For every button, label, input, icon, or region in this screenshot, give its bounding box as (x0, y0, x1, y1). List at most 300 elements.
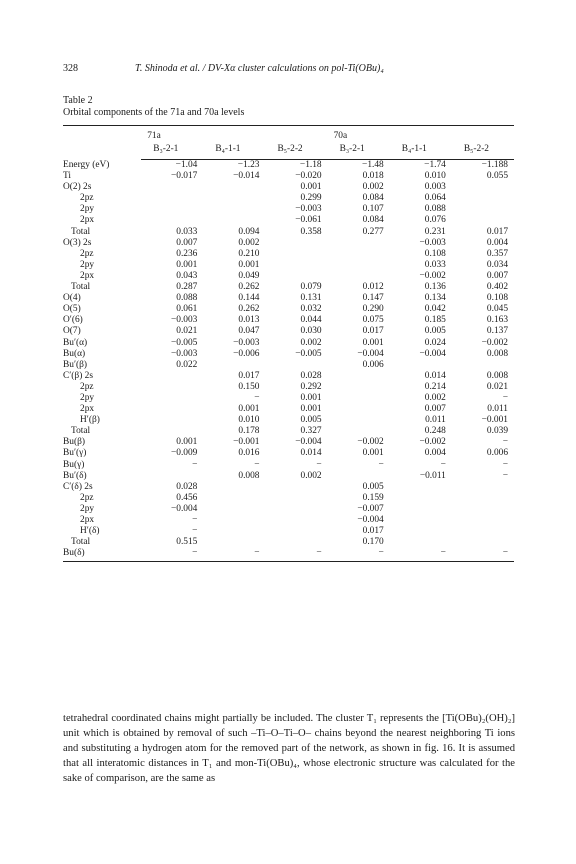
table-cell (203, 504, 265, 515)
table-cell: 0.005 (424, 326, 446, 337)
table-row (63, 349, 514, 360)
table-cell: − (254, 548, 260, 559)
row-label: C′(β) 2s (63, 370, 93, 381)
table-cell: 0.357 (486, 248, 508, 259)
table-cell (390, 537, 452, 548)
row-label: 2py (80, 503, 95, 514)
table-cell (203, 537, 265, 548)
table-cell (265, 537, 327, 548)
table-cell: − (440, 548, 446, 559)
table-cell: 0.150 (238, 381, 260, 392)
table-cell: 0.042 (424, 304, 446, 315)
table-cell: 0.014 (424, 370, 446, 381)
row-label: Total (71, 282, 91, 293)
table-cell: 0.178 (238, 426, 260, 437)
table-cell: 0.001 (300, 392, 322, 403)
row-label: 2py (80, 259, 95, 270)
group-70a: 70a (333, 131, 348, 142)
table-cell: 0.049 (238, 270, 260, 281)
orbital-table (63, 130, 514, 559)
table-cell: 0.002 (424, 392, 446, 403)
table-cell: − (502, 392, 508, 403)
table-cell (203, 204, 265, 215)
row-label: C′(δ) 2s (63, 481, 93, 492)
table-row (63, 360, 514, 371)
table-cell: 0.456 (176, 492, 198, 503)
table-cell (141, 204, 203, 215)
table-cell: 0.137 (486, 326, 508, 337)
table-cell (203, 515, 265, 526)
table-row (63, 204, 514, 215)
column-header: B₃-2-1 (328, 144, 390, 160)
table-cell: 0.248 (424, 426, 446, 437)
table-title: Orbital components of the 71a and 70a levels (63, 107, 245, 118)
table-cell: 0.163 (486, 315, 508, 326)
row-label: H′(δ) (80, 526, 100, 537)
table-cell: −1.188 (481, 160, 508, 170)
table-row (63, 548, 514, 559)
table-cell: 0.008 (238, 470, 260, 481)
row-label: Bu(β) (63, 437, 85, 448)
table-cell: 0.017 (362, 326, 384, 337)
row-label: O(7) (63, 326, 81, 337)
body-paragraph: tetrahedral coordinated chains might partially be included. The cluster T₁ represents the [Ti(OBu)₂(OH)₂] unit which is obtained by removal of such –Ti–O–Ti–O– chains beyond the nearest neighboring Ti ions and substituting a hydrogen atom for the removed part of the network, as shown in fig. 16. It is assumed that all interatomic distances in T₁ and mon-Ti(OBu)₄, whose electronic structure was calculated for the sake of comparison, are the same as (63, 713, 515, 784)
row-label: O(4) (63, 293, 81, 304)
table-cell (328, 249, 390, 260)
table-cell: 0.010 (238, 415, 260, 426)
table-cell: 0.004 (486, 237, 508, 248)
column-header: B₃-2-1 (141, 144, 203, 160)
table-cell (452, 482, 514, 493)
column-header: B₅-2-2 (452, 144, 514, 160)
page-number: 328 (63, 63, 78, 74)
table-cell: − (254, 459, 260, 470)
table-cell: 0.007 (424, 404, 446, 415)
table-cell: 0.214 (424, 381, 446, 392)
table-cell: 0.001 (176, 437, 198, 448)
table-cell: 0.262 (238, 304, 260, 315)
column-header: B₅-2-2 (265, 144, 327, 160)
table-cell: 0.012 (362, 282, 384, 293)
column-header: B₄-1-1 (203, 144, 265, 160)
table-cell (141, 182, 203, 193)
table-cell (390, 526, 452, 537)
table-cell (452, 204, 514, 215)
table-row (63, 293, 514, 304)
table-cell: 0.088 (424, 204, 446, 215)
table-cell: −0.007 (357, 503, 384, 514)
table-cell: − (502, 548, 508, 559)
table-cell (265, 493, 327, 504)
table-cell: 0.084 (362, 193, 384, 204)
table-cell: 0.022 (176, 359, 198, 370)
table-cell (390, 482, 452, 493)
table-body (63, 160, 514, 560)
table-cell (265, 260, 327, 271)
table-cell: 0.002 (238, 237, 260, 248)
table-cell (203, 182, 265, 193)
table-cell (328, 382, 390, 393)
table-cell: 0.032 (300, 304, 322, 315)
table-cell: 0.134 (424, 293, 446, 304)
table-cell (328, 426, 390, 437)
table-cell: − (254, 392, 260, 403)
table-cell: 0.013 (238, 315, 260, 326)
table-cell: −0.002 (357, 437, 384, 448)
table-row (63, 393, 514, 404)
table-cell: 0.002 (300, 337, 322, 348)
table-cell (328, 404, 390, 415)
table-cell: 0.016 (238, 448, 260, 459)
table-cell (390, 504, 452, 515)
table-cell: 0.136 (424, 282, 446, 293)
table-cell: 0.001 (300, 404, 322, 415)
table-cell: 0.008 (486, 348, 508, 359)
row-label: Bu(δ) (63, 548, 85, 559)
table-cell (203, 493, 265, 504)
stub-header (63, 130, 141, 144)
table-cell: 0.170 (362, 537, 384, 548)
table-cell (141, 215, 203, 226)
column-header: B₄-1-1 (390, 144, 452, 160)
table-cell: 0.001 (176, 259, 198, 270)
table-cell: 0.043 (176, 270, 198, 281)
table-cell: 0.007 (176, 237, 198, 248)
table-cell (265, 482, 327, 493)
table-cell: −1.04 (175, 160, 198, 170)
table-cell: 0.001 (362, 448, 384, 459)
table-cell: 0.064 (424, 193, 446, 204)
table-cell (328, 260, 390, 271)
table-cell: 0.108 (486, 293, 508, 304)
table-cell: − (192, 548, 198, 559)
table-cell: 0.262 (238, 282, 260, 293)
table-cell: 0.002 (300, 470, 322, 481)
table-cell (203, 360, 265, 371)
table-cell: 0.094 (238, 226, 260, 237)
table-cell: 0.210 (238, 248, 260, 259)
table-cell (141, 193, 203, 204)
row-label: Bu′(β) (63, 359, 88, 370)
table-cell (203, 482, 265, 493)
table-cell (203, 193, 265, 204)
table-cell: 0.017 (486, 226, 508, 237)
row-label: 2px (80, 270, 95, 281)
column-header-row (63, 144, 514, 160)
table-cell (452, 193, 514, 204)
table-cell (328, 415, 390, 426)
row-label: 2px (80, 404, 95, 415)
table-cell: −1.48 (362, 160, 384, 170)
table-cell: 0.131 (300, 293, 322, 304)
table-cell (328, 393, 390, 404)
table-bottom-rule (63, 561, 514, 562)
table-cell: − (440, 459, 446, 470)
table-row (63, 437, 514, 448)
table-cell: −0.001 (233, 437, 260, 448)
table-cell: 0.017 (362, 526, 384, 537)
table-cell: 0.024 (424, 337, 446, 348)
table-cell: −1.74 (424, 160, 446, 170)
table-row (63, 415, 514, 426)
row-label: Total (71, 426, 91, 437)
table-cell: −0.009 (170, 448, 198, 459)
table-cell: −0.006 (233, 348, 260, 359)
row-label: Bu′(δ) (63, 470, 87, 481)
table-cell (452, 537, 514, 548)
table-cell: 0.185 (424, 315, 446, 326)
table-cell (328, 238, 390, 249)
table-row (63, 315, 514, 326)
table-cell (452, 515, 514, 526)
table-row (63, 193, 514, 204)
table-cell: 0.088 (176, 293, 198, 304)
table-cell: −0.002 (419, 270, 446, 281)
table-cell: 0.021 (176, 326, 198, 337)
table-row (63, 404, 514, 415)
row-label: Energy (eV) (63, 159, 110, 170)
table-cell (265, 238, 327, 249)
table-cell (141, 404, 203, 415)
table-cell (141, 371, 203, 382)
table-cell: 0.144 (238, 293, 260, 304)
table-cell: 0.008 (486, 370, 508, 381)
table-row (63, 271, 514, 282)
table-cell: 0.002 (362, 182, 384, 193)
table-cell: 0.076 (424, 215, 446, 226)
table-cell: −0.002 (481, 337, 508, 348)
row-label: H′(β) (80, 415, 100, 426)
table-row (63, 182, 514, 193)
table-cell (265, 360, 327, 371)
table-cell (203, 215, 265, 226)
row-label: O(5) (63, 304, 81, 315)
table-cell (265, 526, 327, 537)
table-cell (452, 504, 514, 515)
table-cell: − (192, 526, 198, 537)
group-header-row (63, 130, 514, 144)
table-cell (390, 360, 452, 371)
table-cell: 0.108 (424, 248, 446, 259)
running-title: T. Shinoda et al. / DV-Xα cluster calculations on pol-Ti(OBu)₄ (135, 63, 384, 74)
table-cell: 0.159 (362, 492, 384, 503)
table-cell (328, 471, 390, 482)
table-cell: 0.007 (486, 270, 508, 281)
table-row (63, 460, 514, 471)
table-cell: − (316, 459, 322, 470)
table-row (63, 160, 514, 172)
table-cell: 0.515 (176, 537, 198, 548)
table-cell: 0.006 (486, 448, 508, 459)
row-label: Total (71, 537, 91, 548)
table-cell: −0.004 (357, 348, 384, 359)
row-label: 2pz (80, 248, 94, 259)
table-cell: 0.014 (300, 448, 322, 459)
table-cell: 0.290 (362, 304, 384, 315)
table-cell (390, 515, 452, 526)
table-row (63, 382, 514, 393)
table-cell (390, 493, 452, 504)
table-cell: 0.061 (176, 304, 198, 315)
table-cell (141, 382, 203, 393)
table-cell (265, 504, 327, 515)
table-cell: 0.327 (300, 426, 322, 437)
row-label: Bu(α) (63, 348, 86, 359)
table-row (63, 238, 514, 249)
table-cell (203, 526, 265, 537)
table-cell: −0.004 (419, 348, 446, 359)
table-cell: − (316, 548, 322, 559)
table-row (63, 249, 514, 260)
table-cell: 0.147 (362, 293, 384, 304)
table-cell: 0.055 (486, 171, 508, 182)
table-number: Table 2 (63, 95, 93, 106)
table-cell (141, 426, 203, 437)
table-cell (141, 393, 203, 404)
table-cell: −0.003 (419, 237, 446, 248)
table-cell: −0.002 (419, 437, 446, 448)
table-cell: 0.006 (362, 359, 384, 370)
table-cell: − (502, 459, 508, 470)
table-cell: −0.061 (295, 215, 322, 226)
table-cell (452, 360, 514, 371)
table-cell: 0.028 (300, 370, 322, 381)
row-label: 2py (80, 392, 95, 403)
table-cell: − (378, 459, 384, 470)
table-cell (265, 271, 327, 282)
row-label: Ti (63, 171, 72, 182)
row-label: Total (71, 226, 91, 237)
table-cell: 0.018 (362, 171, 384, 182)
table-cell: 0.005 (362, 481, 384, 492)
table-row (63, 471, 514, 482)
table-cell: −1.23 (237, 160, 260, 170)
table-cell: 0.005 (300, 415, 322, 426)
table-row (63, 326, 514, 337)
table-cell: 0.001 (300, 182, 322, 193)
table-cell: −0.014 (233, 171, 260, 182)
table-cell: 0.004 (424, 448, 446, 459)
table-cell (328, 271, 390, 282)
table-cell: 0.001 (238, 259, 260, 270)
group-71a: 71a (147, 131, 161, 142)
table-cell: 0.084 (362, 215, 384, 226)
table-cell: −0.003 (170, 348, 198, 359)
table-row (63, 215, 514, 226)
table-cell: −0.017 (170, 171, 198, 182)
table-row (63, 282, 514, 293)
table-cell: 0.028 (176, 481, 198, 492)
table-cell (452, 182, 514, 193)
row-label: O(2) 2s (63, 182, 92, 193)
table-cell: 0.287 (176, 282, 198, 293)
table-cell: 0.079 (300, 282, 322, 293)
table-caption (63, 95, 244, 119)
table-cell (328, 371, 390, 382)
table-cell: −0.004 (295, 437, 322, 448)
row-label: 2px (80, 515, 95, 525)
table-cell: 0.001 (238, 404, 260, 415)
table-cell: − (502, 470, 508, 481)
table-row (63, 171, 514, 182)
table-cell (265, 249, 327, 260)
table-cell: 0.045 (486, 304, 508, 315)
table-cell: 0.017 (238, 370, 260, 381)
table-cell: −0.020 (295, 171, 322, 182)
row-label: Bu(γ) (63, 459, 85, 470)
table-cell: −0.001 (481, 415, 508, 426)
table-cell: −0.004 (170, 503, 198, 514)
table-cell: − (192, 459, 198, 470)
table-cell: 0.236 (176, 248, 198, 259)
table-row (63, 371, 514, 382)
table-cell: 0.034 (486, 259, 508, 270)
table-cell: −0.003 (233, 337, 260, 348)
table-cell: 0.075 (362, 315, 384, 326)
table-cell: 0.402 (486, 282, 508, 293)
table-row (63, 526, 514, 537)
table-cell: 0.011 (487, 404, 508, 415)
row-label: 2px (80, 215, 95, 226)
table-row (63, 515, 514, 526)
table-cell: −1.18 (299, 160, 322, 170)
table-cell: 0.021 (486, 381, 508, 392)
table-cell: 0.358 (300, 226, 322, 237)
table-cell: 0.292 (300, 381, 322, 392)
row-label: 2py (80, 204, 95, 215)
table-cell (265, 515, 327, 526)
table-cell: 0.033 (176, 226, 198, 237)
row-label: 2pz (80, 381, 94, 392)
table-row (63, 493, 514, 504)
table-row (63, 482, 514, 493)
table-cell: 0.299 (300, 193, 322, 204)
table-top-rule (63, 125, 514, 126)
body-text (63, 711, 515, 786)
table-cell (452, 526, 514, 537)
table-cell: −0.011 (419, 470, 446, 481)
table-row (63, 227, 514, 238)
table-cell: 0.039 (486, 426, 508, 437)
table-row (63, 537, 514, 548)
row-label: O(3) 2s (63, 237, 92, 248)
table-cell: − (502, 437, 508, 448)
table-cell: 0.047 (238, 326, 260, 337)
table-cell: − (192, 515, 198, 525)
table-cell: 0.001 (362, 337, 384, 348)
table-cell (452, 493, 514, 504)
table-cell: 0.277 (362, 226, 384, 237)
table-cell (141, 415, 203, 426)
table-cell: −0.003 (170, 315, 198, 326)
table-cell: 0.033 (424, 259, 446, 270)
table-row (63, 426, 514, 437)
table-cell: − (378, 548, 384, 559)
table-cell: 0.010 (424, 171, 446, 182)
table-cell: 0.003 (424, 182, 446, 193)
table-cell (452, 215, 514, 226)
table-cell: 0.044 (300, 315, 322, 326)
table-row (63, 504, 514, 515)
table-row (63, 304, 514, 315)
table-row (63, 260, 514, 271)
table-cell: −0.005 (170, 337, 198, 348)
row-label: Bu′(α) (63, 337, 88, 348)
table-row (63, 448, 514, 459)
table-cell: 0.107 (362, 204, 384, 215)
table-cell: 0.030 (300, 326, 322, 337)
table-cell: 0.011 (425, 415, 446, 426)
